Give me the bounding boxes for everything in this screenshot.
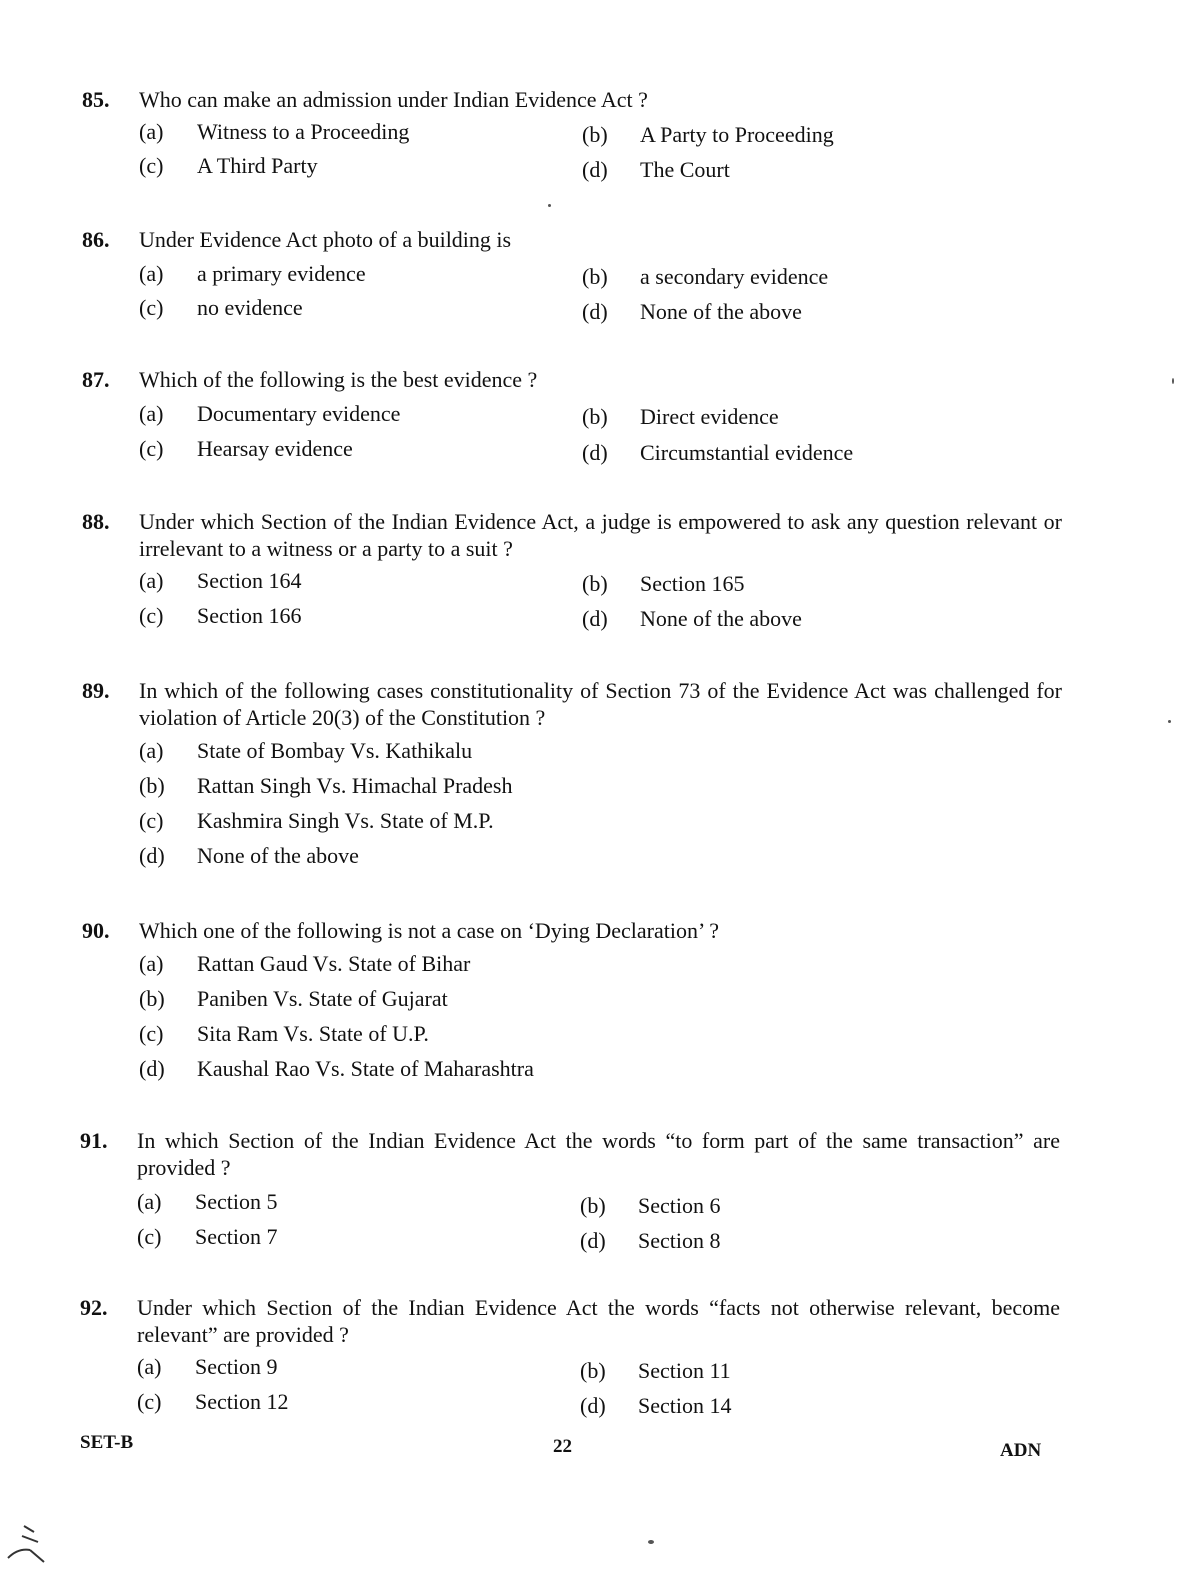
option-c[interactable]: (c) Kashmira Singh Vs. State of M.P. xyxy=(139,808,494,833)
question-text: In which Section of the Indian Evidence Act the words “to form part of the same transaction” are provided ? xyxy=(137,1128,1060,1180)
option-d[interactable]: (d) None of the above xyxy=(139,843,359,868)
scan-speck xyxy=(1168,720,1171,723)
footer-set-label: SET-B xyxy=(80,1432,134,1453)
option-b[interactable]: (b) Section 165 xyxy=(582,571,745,596)
option-c[interactable]: (c) Hearsay evidence xyxy=(139,436,353,461)
footer-page-number: 22 xyxy=(553,1436,572,1457)
question-89 xyxy=(82,677,1062,868)
scan-speck xyxy=(1172,378,1174,384)
option-d[interactable]: (d) The Court xyxy=(582,157,730,182)
question-85 xyxy=(82,86,1062,182)
question-91 xyxy=(80,1127,1060,1253)
question-88 xyxy=(82,508,1062,631)
option-c[interactable]: (c) Section 12 xyxy=(137,1389,289,1414)
scan-mark-icon xyxy=(4,1520,48,1564)
footer-code: ADN xyxy=(1000,1440,1042,1461)
option-d[interactable]: (d) None of the above xyxy=(582,606,802,631)
option-d[interactable]: (d) None of the above xyxy=(582,299,802,324)
option-c[interactable]: (c) Sita Ram Vs. State of U.P. xyxy=(139,1021,429,1046)
question-87 xyxy=(82,366,1062,465)
option-a[interactable]: (a) Section 9 xyxy=(137,1354,278,1379)
option-c[interactable]: (c) Section 7 xyxy=(137,1224,278,1249)
option-d[interactable]: (d) Kaushal Rao Vs. State of Maharashtra xyxy=(139,1056,534,1081)
option-b[interactable]: (b) Section 11 xyxy=(580,1358,731,1383)
scan-speck xyxy=(548,204,551,207)
question-text: In which of the following cases constitutionality of Section 73 of the Evidence Act was challenged for violation of Article 20(3) of the Constitution ? xyxy=(139,678,1062,730)
option-c[interactable]: (c) Section 166 xyxy=(139,603,302,628)
option-a[interactable]: (a) Documentary evidence xyxy=(139,401,401,426)
question-number: 89. xyxy=(82,678,110,703)
option-a[interactable]: (a) Rattan Gaud Vs. State of Bihar xyxy=(139,951,471,976)
question-number: 91. xyxy=(80,1128,108,1153)
scan-speck xyxy=(648,1540,654,1544)
question-86 xyxy=(82,226,1062,324)
question-text: Under which Section of the Indian Evidence Act, a judge is empowered to ask any question relevant or irrelevant to a witness or a party to a suit ? xyxy=(139,509,1062,561)
option-b[interactable]: (b) A Party to Proceeding xyxy=(582,122,834,147)
question-92 xyxy=(80,1294,1060,1418)
option-b[interactable]: (b) a secondary evidence xyxy=(582,264,829,289)
question-text: Who can make an admission under Indian Evidence Act ? xyxy=(139,87,648,112)
option-c[interactable]: (c) no evidence xyxy=(139,295,303,320)
option-b[interactable]: (b) Rattan Singh Vs. Himachal Pradesh xyxy=(139,773,513,798)
option-b[interactable]: (b) Paniben Vs. State of Gujarat xyxy=(139,986,448,1011)
option-a[interactable]: (a) Witness to a Proceeding xyxy=(139,119,410,144)
question-number: 88. xyxy=(82,509,110,534)
question-number: 87. xyxy=(82,367,110,392)
option-b[interactable]: (b) Direct evidence xyxy=(582,404,779,429)
option-c[interactable]: (c) A Third Party xyxy=(139,153,318,178)
option-a[interactable]: (a) State of Bombay Vs. Kathikalu xyxy=(139,738,473,763)
option-d[interactable]: (d) Circumstantial evidence xyxy=(582,440,854,465)
question-number: 85. xyxy=(82,87,110,112)
question-number: 86. xyxy=(82,227,110,252)
question-number: 92. xyxy=(80,1295,108,1320)
question-number: 90. xyxy=(82,918,110,943)
question-text: Under Evidence Act photo of a building is xyxy=(139,227,512,252)
option-d[interactable]: (d) Section 8 xyxy=(580,1228,721,1253)
question-text: Under which Section of the Indian Evidence Act the words “facts not otherwise relevant, become relevant” are provided ? xyxy=(137,1295,1060,1347)
option-b[interactable]: (b) Section 6 xyxy=(580,1193,721,1218)
question-text: Which one of the following is not a case on ‘Dying Declaration’ ? xyxy=(139,918,719,943)
option-a[interactable]: (a) Section 5 xyxy=(137,1189,278,1214)
option-a[interactable]: (a) Section 164 xyxy=(139,568,302,593)
question-text: Which of the following is the best evidence ? xyxy=(139,367,538,392)
question-90 xyxy=(82,917,1062,1081)
option-d[interactable]: (d) Section 14 xyxy=(580,1393,732,1418)
option-a[interactable]: (a) a primary evidence xyxy=(139,261,366,286)
